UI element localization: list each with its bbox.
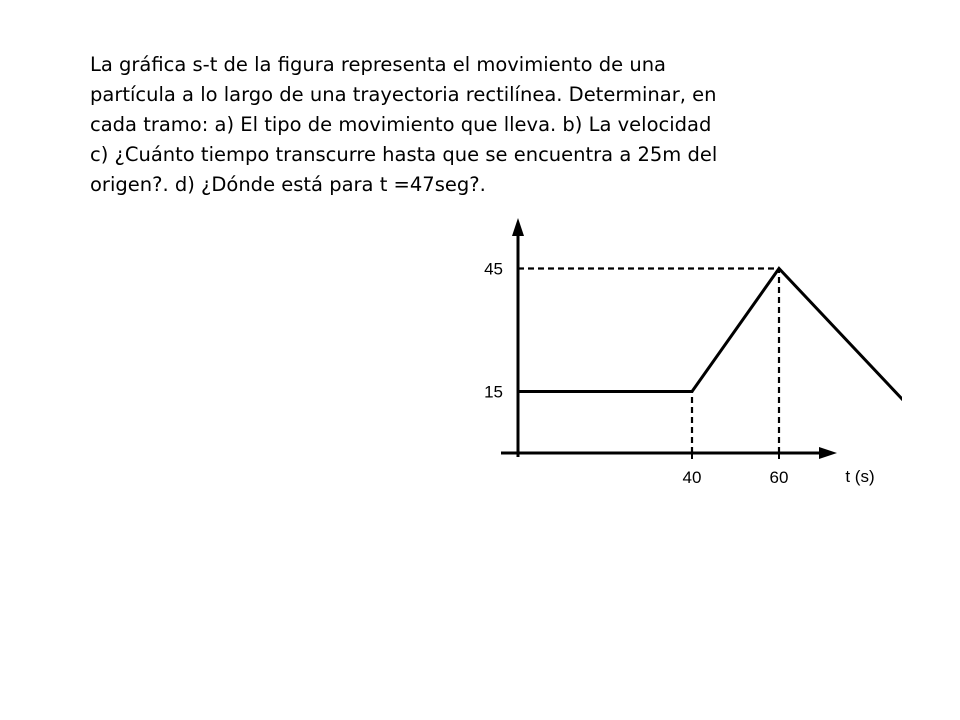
y-axis-arrow	[512, 218, 524, 236]
y-tick-label-45: 45	[484, 259, 503, 279]
st-graph	[455, 210, 902, 502]
guide-lines	[518, 269, 779, 454]
problem-line-4: c) ¿Cuánto tiempo transcurre hasta que se encuentra a 25m del	[90, 143, 718, 166]
x-tick-label-40: 40	[682, 468, 702, 487]
problem-line-1: La gráfica s-t de la figura representa el movimiento de una	[90, 53, 667, 76]
series-group	[518, 268, 902, 453]
problem-line-2: partícula a lo largo de una trayectoria rectilínea. Determinar, en	[90, 83, 717, 106]
problem-line-5: origen?. d) ¿Dónde está para t =47seg?.	[90, 173, 486, 196]
series-line-0	[518, 269, 902, 454]
x-tick-label-60: 60	[769, 468, 789, 487]
st-graph-svg	[455, 210, 902, 502]
axes	[501, 218, 902, 459]
problem-statement	[90, 50, 830, 200]
x-axis-label: t (s)	[845, 467, 875, 486]
problem-line-3: cada tramo: a) El tipo de movimiento que lleva. b) La velocidad	[90, 113, 712, 136]
y-tick-label-15: 15	[484, 382, 503, 402]
x-axis-arrow	[819, 447, 837, 459]
